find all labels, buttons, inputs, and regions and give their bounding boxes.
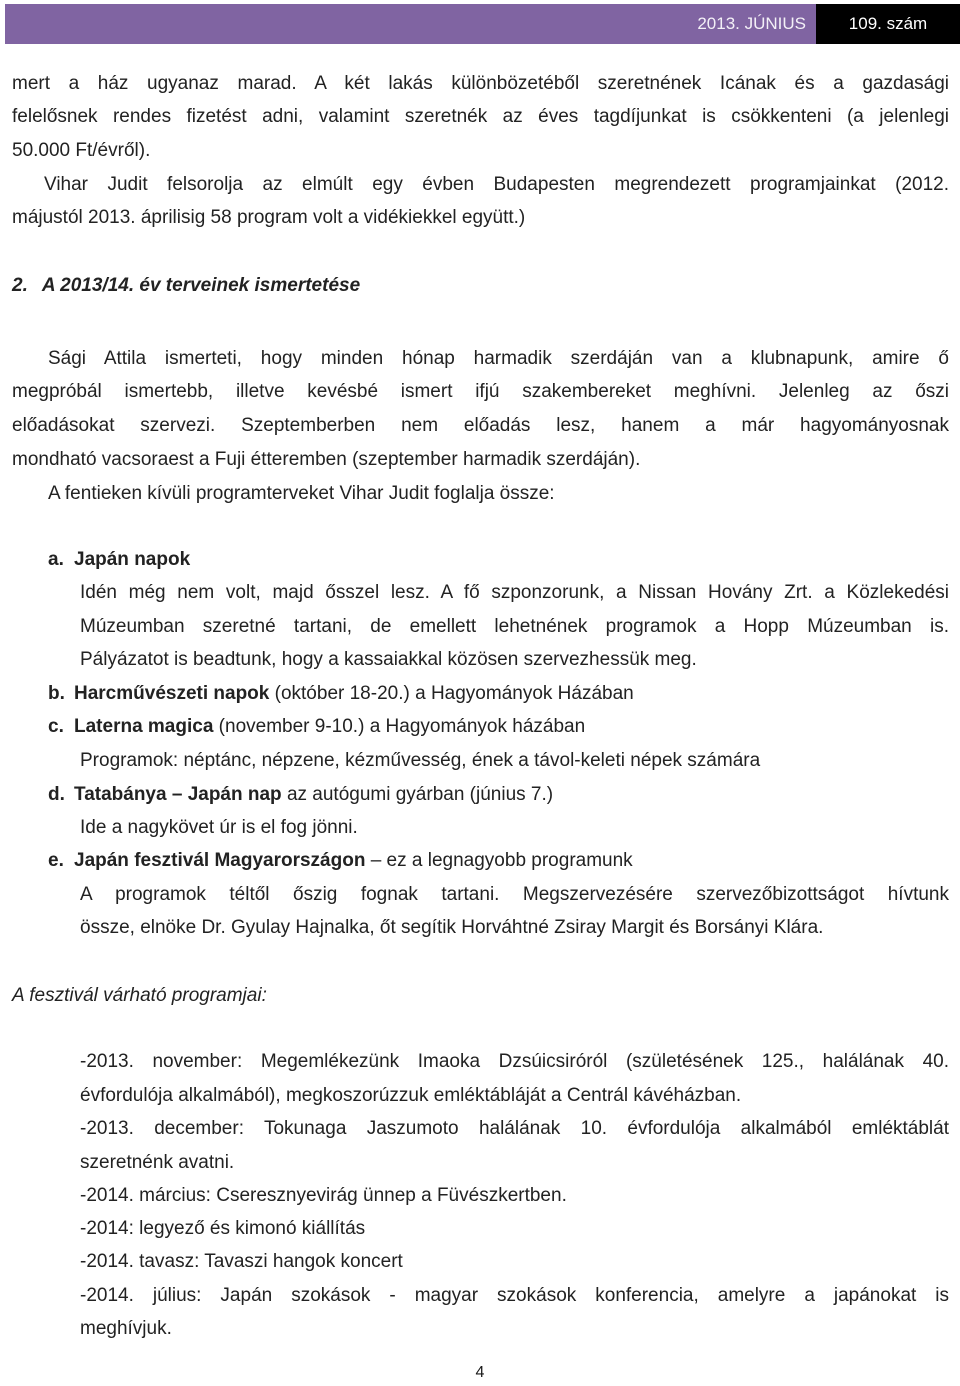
item-d-line: Ide a nagykövet úr is el fog jönni. — [80, 817, 358, 838]
item-a-heading: a. Japán napok — [48, 549, 191, 570]
item-e-title: Japán fesztivál Magyarországon — [74, 850, 366, 871]
item-b-title: Harcművészeti napok — [74, 683, 270, 704]
item-b-heading: b. Harcművészeti napok (október 18-20.) a Hagyományok Házában — [48, 683, 634, 704]
section-number: 2. — [12, 275, 28, 296]
page-header — [5, 4, 960, 44]
festival-line: -2014. tavasz: Tavaszi hangok koncert — [80, 1251, 403, 1272]
para-line: előadásokat szervezi. Szeptemberben nem előadás lesz, hanem a már hagyományosnak — [12, 415, 949, 436]
item-e-line: össze, elnöke Dr. Gyulay Hajnalka, őt segítik Horváhtné Zsiray Margit és Borsányi Klára. — [80, 917, 824, 938]
section-title: A 2013/14. év terveinek ismertetése — [41, 275, 361, 296]
item-e-heading: e. Japán fesztivál Magyarországon – ez a legnagyobb programunk — [48, 850, 633, 871]
item-a-line: Múzeumban szeretné tartani, de emellett lehetnének programok a Hopp Múzeumban is. — [80, 616, 949, 637]
intro-line-3: 50.000 Ft/évről). — [12, 140, 151, 161]
intro-line-1: mert a ház ugyanaz marad. A két lakás különbözetéből szeretnének Icának és a gazdasági — [12, 73, 949, 94]
page-number: 4 — [475, 1364, 485, 1381]
festival-line: szeretnénk avatni. — [80, 1152, 235, 1173]
para-summary: A fentieken kívüli programterveket Vihar Judit foglalja össze: — [48, 483, 555, 504]
festival-line: évfordulója alkalmából), megkoszorúzzuk emléktábláját a Centrál kávéházban. — [80, 1085, 742, 1106]
item-d-title: Tatabánya – Japán nap — [74, 784, 282, 805]
vihar-line-1: Vihar Judit felsorolja az elmúlt egy évben Budapesten megrendezett programjainkat (2012. — [44, 174, 949, 195]
item-a-title: Japán napok — [74, 549, 191, 570]
intro-line-2: felelősnek rendes fizetést adni, valamint szeretnék az éves tagdíjunkat is csökkenteni (a jelenlegi — [12, 106, 949, 127]
item-a-line: Pályázatot is beadtunk, hogy a kassaiakkal közösen szervezhessük meg. — [80, 649, 697, 670]
para-line: megpróbál ismertebb, illetve kevésbé ismert ifjú szakembereket meghívni. Jelenleg az őszi — [12, 381, 949, 402]
festival-line: -2014. március: Cseresznyevirág ünnep a Füvészkertben. — [80, 1185, 567, 1206]
item-d-heading: d. Tatabánya – Japán nap az autógumi gyárban (június 7.) — [48, 784, 554, 805]
festival-line: -2013. november: Megemlékezünk Imaoka Dzsúicsiróról (születésének 125., halálának 40. — [80, 1051, 949, 1072]
festival-line: -2014. július: Japán szokások - magyar szokások konferencia, amelyre a japánokat is — [80, 1285, 949, 1306]
festival-line: meghívjuk. — [80, 1318, 172, 1339]
item-a-line: Idén még nem volt, majd ősszel lesz. A fő szponzorunk, a Nissan Hovány Zrt. a Közlekedési — [80, 582, 949, 603]
festival-line: -2014: legyező és kimonó kiállítás — [80, 1218, 366, 1239]
header-date: 2013. JÚNIUS — [5, 4, 816, 44]
item-c-title: Laterna magica — [74, 716, 214, 737]
section-heading — [12, 269, 949, 302]
para-line: Sági Attila ismerteti, hogy minden hónap harmadik szerdáján van a klubnapunk, amire ő — [48, 348, 949, 369]
item-c-heading: c. Laterna magica (november 9-10.) a Hagyományok házában — [48, 716, 586, 737]
festival-line: -2013. december: Tokunaga Jaszumoto halálának 10. évfordulója alkalmából emléktáblát — [80, 1118, 949, 1139]
para-line: mondható vacsoraest a Fuji étteremben (szeptember harmadik szerdáján). — [12, 449, 641, 470]
item-e-line: A programok téltől őszig fognak tartani. Megszervezésére szervezőbizottságot hívtunk — [80, 884, 949, 905]
festival-heading: A fesztivál várható programjai: — [12, 985, 267, 1006]
item-c-line: Programok: néptánc, népzene, kézművesség, ének a távol-keleti népek számára — [80, 750, 761, 771]
vihar-line-2: májustól 2013. áprilisig 58 program volt a vidékiekkel együtt.) — [12, 207, 526, 228]
header-issue: 109. szám — [816, 4, 960, 44]
